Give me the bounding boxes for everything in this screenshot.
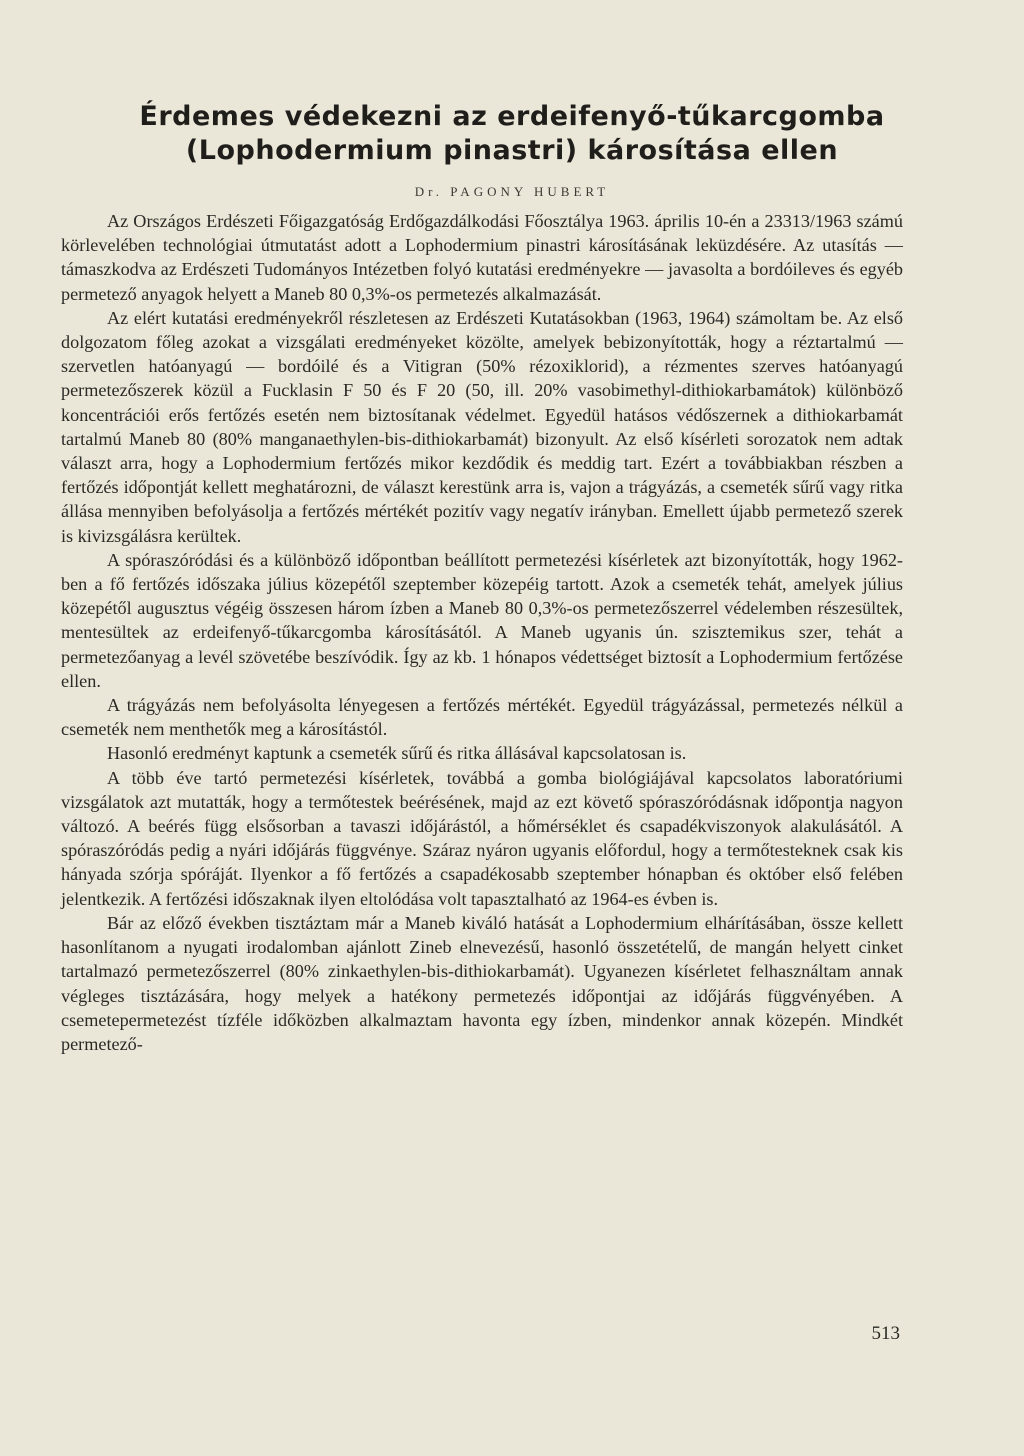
paragraph: Hasonló eredményt kaptunk a csemeték sűrű és ritka állásával kapcsolatosan is. [107, 743, 687, 764]
article-body [61, 209, 903, 1056]
paragraph: Bár az előző években tisztáztam már a Maneb kiváló hatását a Lophodermium elhárításában, össze kellett hasonlítanom a nyugati irodalomban ajánlott Zineb elnevezésű, hasonló összetételű, de mangán helyett cinket tartalmazó permetezőszerrel (80% zinkaethylen-bis-dithiokarbamát). Ugyanezen kísérletet felhasználtam annak végleges tisztázására, hogy melyek a hatékony permetezés időpontjai az időjárás függvényében. A csemetepermetezést tízféle időközben alkalmaztam havonta egy ízben, mindenkor annak közepén. Mindkét permetező- [61, 912, 903, 1054]
paragraph: Az Országos Erdészeti Főigazgatóság Erdőgazdálkodási Főosztálya 1963. április 10-én a 23313/1963 számú körlevelében technológiai útmutatást adott a Lophodermium pinastri károsításának leküzdésére. Az utasítás — támaszkodva az Erdészeti Tudományos Intézetben folyó kutatási eredményekre — javasolta a bordóileves és egyéb permetező anyagok helyett a Maneb 80 0,3%-os permetezés alkalmazását. [61, 211, 903, 304]
article-title [0, 100, 1024, 168]
paragraph: A spóraszóródási és a különböző időpontban beállított permetezési kísérletek azt bizonyították, hogy 1962-ben a fő fertőzés időszaka július közepétől szeptember közepéig tartott. Azok a csemeték tehát, amelyek július közepétől augusztus végéig összesen három ízben a Maneb 80 0,3%-os permetezőszerrel védelemben részesültek, mentesültek az erdeifenyő-tűkarcgomba károsításától. A Maneb ugyanis ún. szisztemikus szer, tehát a permetezőanyag a levél szövetébe beszívódik. Így az kb. 1 hónapos védettséget biztosít a Lophodermium fertőzése ellen. [61, 549, 903, 691]
title-line-1: Érdemes védekezni az erdeifenyő-tűkarcgomba [139, 101, 885, 132]
author-byline: Dr. PAGONY HUBERT [414, 184, 610, 199]
page-number: 513 [871, 1323, 900, 1344]
title-line-2: (Lophodermium pinastri) károsítása ellen [185, 135, 839, 166]
paragraph: A több éve tartó permetezési kísérletek, továbbá a gomba biológiájával kapcsolatos laboratóriumi vizsgálatok azt mutatták, hogy a termőtestek beérésének, majd az ezt követő spóraszóródásnak időpontja nagyon változó. A beérés függ elsősorban a tavaszi időjárástól, a hőmérséklet és csapadékviszonyok alakulásától. A spóraszóródás pedig a nyári időjárás függvénye. Száraz nyáron ugyanis előfordul, hogy a termőtesteknek csak kis hányada szórja spóráját. Ilyenkor a fő fertőzés a csapadékosabb szeptember hónapban és október első felében jelentkezik. A fertőzési időszaknak ilyen eltolódása volt tapasztalható az 1964-es évben is. [61, 767, 903, 909]
paragraph: Az elért kutatási eredményekről részletesen az Erdészeti Kutatásokban (1963, 1964) számoltam be. Az első dolgozatom főleg azokat a vizsgálati eredményeket közölte, amelyek bebizonyították, hogy a réztartalmú — szervetlen hatóanyagú — bordóilé és a Vitigran (50% rézoxiklorid), a rézmentes szerves hatóanyagú permetezőszerek közül a Fucklasin F 50 és F 20 (50, ill. 20% vasobimethyl-dithiokarbamátok) különböző koncentrációi erős fertőzés esetén nem biztosítanak védelmet. Egyedül hatásos védőszernek a dithiokarbamát tartalmú Maneb 80 (80% manganaethylen-bis-dithiokarbamát) bizonyult. Az első kísérleti sorozatok nem adtak választ arra, hogy a Lophodermium fertőzés mikor kezdődik és meddig tart. Ezért a továbbiakban részben a fertőzés időpontját kellett meghatározni, de választ kerestünk arra is, vajon a trágyázás, a csemeték sűrű vagy ritka állása mennyiben befolyásolja a fertőzés mértékét pozitív vagy negatív irányban. Emellett újabb permetező szerek is kivizsgálásra kerültek. [61, 307, 903, 546]
paragraph: A trágyázás nem befolyásolta lényegesen a fertőzés mértékét. Egyedül trágyázással, permetezés nélkül a csemeték nem menthetők meg a károsítástól. [61, 695, 903, 740]
